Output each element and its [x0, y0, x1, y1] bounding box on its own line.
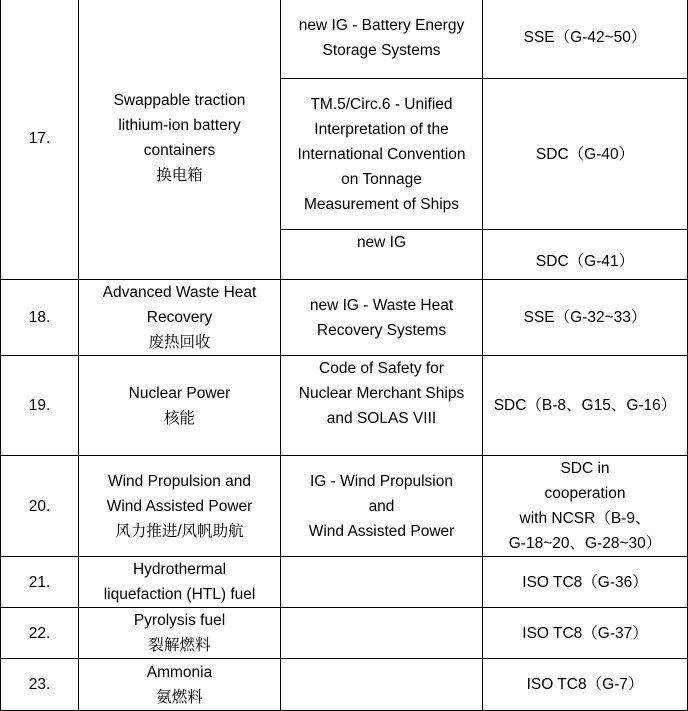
committee-cell: ISO TC8（G-7） [483, 659, 688, 711]
committee-cell: SDC（B-8、G15、G-16） [483, 356, 688, 456]
committee-line: G-18~20、G-28~30） [508, 535, 662, 552]
topic-line-zh: 氨燃料 [156, 688, 203, 706]
row-number: 22. [1, 608, 79, 659]
table-row [1, 608, 688, 659]
instrument-line: and [368, 497, 395, 515]
row-number: 17. [1, 0, 79, 280]
row-number: 21. [1, 557, 79, 608]
row-number: 23. [1, 659, 79, 711]
instrument-cell [281, 0, 483, 79]
committee-line: SDC in [560, 460, 610, 477]
instrument-cell [281, 280, 483, 356]
instrument-cell [281, 557, 483, 608]
topic-line-zh: 换电箱 [156, 167, 203, 184]
topic-cell [79, 557, 281, 608]
instrument-cell [281, 608, 483, 659]
table-row [1, 356, 688, 456]
topic-line: Recovery [146, 309, 213, 326]
topic-cell [79, 356, 281, 456]
topic-line: Ammonia [146, 663, 213, 681]
topic-line-zh: 废热回收 [148, 334, 211, 351]
committee-cell: ISO TC8（G-36） [483, 557, 688, 608]
committee-line: with NCSR（B-9、 [519, 510, 651, 527]
topic-line: Wind Propulsion and [107, 472, 252, 490]
instrument-line: Measurement of Ships [303, 195, 460, 213]
instrument-line: Interpretation of the [314, 120, 449, 138]
table-row [1, 280, 688, 356]
topic-cell [79, 456, 281, 557]
instrument-cell [281, 230, 483, 280]
table-row [1, 659, 688, 711]
topic-line-zh: 裂解燃料 [148, 637, 211, 654]
topic-line: Swappable traction [113, 92, 246, 109]
committee-line: cooperation [544, 485, 626, 502]
instrument-line: IG - Wind Propulsion [310, 472, 453, 490]
topic-line: containers [143, 142, 216, 159]
instrument-line: on Tonnage [341, 170, 422, 188]
row-number: 18. [1, 280, 79, 356]
instrument-line: International Convention [297, 145, 466, 163]
instrument-line: and SOLAS VIII [326, 410, 437, 427]
instrument-line: Nuclear Merchant Ships [298, 385, 465, 402]
committee-cell [483, 456, 688, 557]
instrument-cell [281, 79, 483, 230]
instrument-line: Storage Systems [322, 41, 441, 59]
topic-cell [79, 608, 281, 659]
table-row [1, 0, 688, 79]
committee-cell: SDC（G-41） [483, 230, 688, 280]
instrument-line: Code of Safety for [319, 360, 444, 377]
topic-line: Hydrothermal [132, 561, 227, 578]
committee-cell: SSE（G-42~50） [483, 0, 688, 79]
topic-line: Wind Assisted Power [106, 497, 253, 515]
committee-cell: SSE（G-32~33） [483, 280, 688, 356]
topic-line: Pyrolysis fuel [133, 612, 226, 629]
instrument-cell [281, 456, 483, 557]
topic-cell [79, 0, 281, 280]
row-number: 20. [1, 456, 79, 557]
topic-line: lithium-ion battery [118, 117, 241, 134]
committee-cell: ISO TC8（G-37） [483, 608, 688, 659]
instrument-line: TM.5/Circ.6 - Unified [310, 95, 453, 113]
instrument-line: new IG - Waste Heat [309, 296, 454, 314]
topic-line-zh: 核能 [163, 409, 195, 427]
instrument-cell [281, 659, 483, 711]
instrument-line: Wind Assisted Power [308, 522, 455, 540]
topic-line: Nuclear Power [128, 384, 231, 402]
topic-line-zh: 风力推进/风帆助航 [115, 522, 244, 540]
table-row [1, 456, 688, 557]
topic-cell [79, 280, 281, 356]
row-number: 19. [1, 356, 79, 456]
instrument-line: Recovery Systems [316, 321, 447, 339]
committee-cell: SDC（G-40） [483, 79, 688, 230]
instrument-cell [281, 356, 483, 456]
instrument-line: new IG [356, 234, 407, 251]
topic-line: Advanced Waste Heat [102, 284, 257, 301]
topic-cell [79, 659, 281, 711]
table-row [1, 557, 688, 608]
instrument-line: new IG - Battery Energy [298, 16, 465, 34]
topic-line: liquefaction (HTL) fuel [103, 586, 256, 603]
